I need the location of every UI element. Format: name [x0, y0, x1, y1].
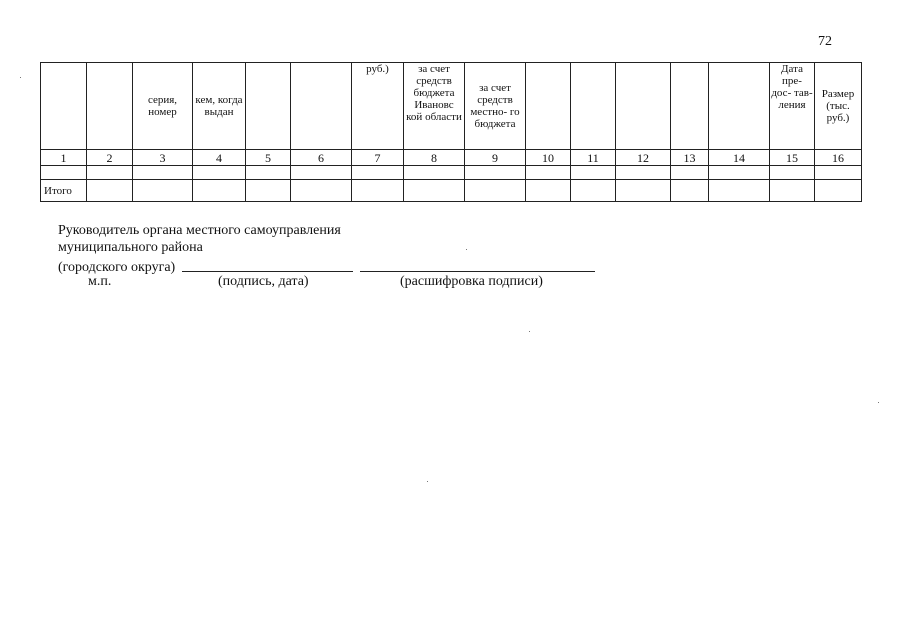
- table-cell: [133, 180, 193, 202]
- scan-speck: [878, 402, 879, 403]
- table-cell: [87, 180, 133, 202]
- header-cell-3: серия, номер: [133, 63, 193, 150]
- column-number: 10: [526, 150, 571, 166]
- table-cell: [671, 166, 709, 180]
- header-cell-7: руб.): [352, 63, 404, 150]
- scan-speck: [529, 331, 530, 332]
- page-number: 72: [818, 34, 832, 49]
- header-cell-15: Дата пре- дос- тав- ления: [770, 63, 815, 150]
- column-number: 4: [193, 150, 246, 166]
- signature-org-label: (городского округа): [58, 260, 176, 275]
- table-cell: [133, 166, 193, 180]
- column-number: 13: [671, 150, 709, 166]
- column-number: 1: [41, 150, 87, 166]
- column-number: 7: [352, 150, 404, 166]
- column-number: 5: [246, 150, 291, 166]
- signature-field: [182, 257, 353, 272]
- table-header-row: [41, 63, 862, 150]
- scan-speck: [20, 77, 21, 78]
- column-number: 14: [709, 150, 770, 166]
- header-cell-1: [41, 63, 87, 150]
- column-number-row: [41, 150, 862, 166]
- signature-decode-field: [360, 257, 595, 272]
- report-table: [40, 62, 862, 202]
- table-cell: [352, 180, 404, 202]
- column-number: 2: [87, 150, 133, 166]
- header-cell-5: [246, 63, 291, 150]
- table-cell: [571, 180, 616, 202]
- decode-caption: (расшифровка подписи): [400, 274, 543, 289]
- table-cell: [526, 166, 571, 180]
- table-cell: [526, 180, 571, 202]
- header-cell-16: Размер (тыс. руб.): [815, 63, 862, 150]
- column-number: 8: [404, 150, 465, 166]
- scan-speck: [427, 481, 428, 482]
- table-row: [41, 166, 862, 180]
- table-cell: [404, 166, 465, 180]
- table-cell: [616, 180, 671, 202]
- header-cell-6: [291, 63, 352, 150]
- signature-line-2: муниципального района: [58, 240, 203, 255]
- table-cell: [815, 166, 862, 180]
- total-row: [41, 180, 862, 202]
- table-cell: [671, 180, 709, 202]
- table-cell: [246, 166, 291, 180]
- column-number: 9: [465, 150, 526, 166]
- table-cell: [87, 166, 133, 180]
- signature-line-1: Руководитель органа местного самоуправления: [58, 223, 341, 238]
- column-number: 3: [133, 150, 193, 166]
- table-cell: [193, 166, 246, 180]
- header-cell-11: [571, 63, 616, 150]
- table-cell: [709, 166, 770, 180]
- table-cell: [770, 180, 815, 202]
- header-cell-2: [87, 63, 133, 150]
- table-cell: [465, 180, 526, 202]
- stamp-label: м.п.: [88, 274, 112, 289]
- column-number: 16: [815, 150, 862, 166]
- column-number: 12: [616, 150, 671, 166]
- table-cell: [41, 166, 87, 180]
- table-cell: [815, 180, 862, 202]
- column-number: 11: [571, 150, 616, 166]
- table-cell: [616, 166, 671, 180]
- total-label: Итого: [41, 180, 87, 202]
- column-number: 6: [291, 150, 352, 166]
- table-cell: [404, 180, 465, 202]
- table-cell: [709, 180, 770, 202]
- table-cell: [291, 180, 352, 202]
- header-cell-4: кем, когда выдан: [193, 63, 246, 150]
- signature-line-3: [58, 256, 595, 276]
- signature-block: [58, 222, 595, 276]
- column-number: 15: [770, 150, 815, 166]
- table-cell: [291, 166, 352, 180]
- header-cell-8: за счет средств бюджета Ивановс кой области: [404, 63, 465, 150]
- table-cell: [246, 180, 291, 202]
- table-cell: [770, 166, 815, 180]
- table-cell: [571, 166, 616, 180]
- sign-caption: (подпись, дата): [218, 274, 309, 289]
- scan-speck: [466, 249, 467, 250]
- table-cell: [465, 166, 526, 180]
- header-cell-12: [616, 63, 671, 150]
- table-cell: [193, 180, 246, 202]
- header-cell-13: [671, 63, 709, 150]
- header-cell-10: [526, 63, 571, 150]
- table-cell: [352, 166, 404, 180]
- header-cell-14: [709, 63, 770, 150]
- header-cell-9: за счет средств местно- го бюджета: [465, 63, 526, 150]
